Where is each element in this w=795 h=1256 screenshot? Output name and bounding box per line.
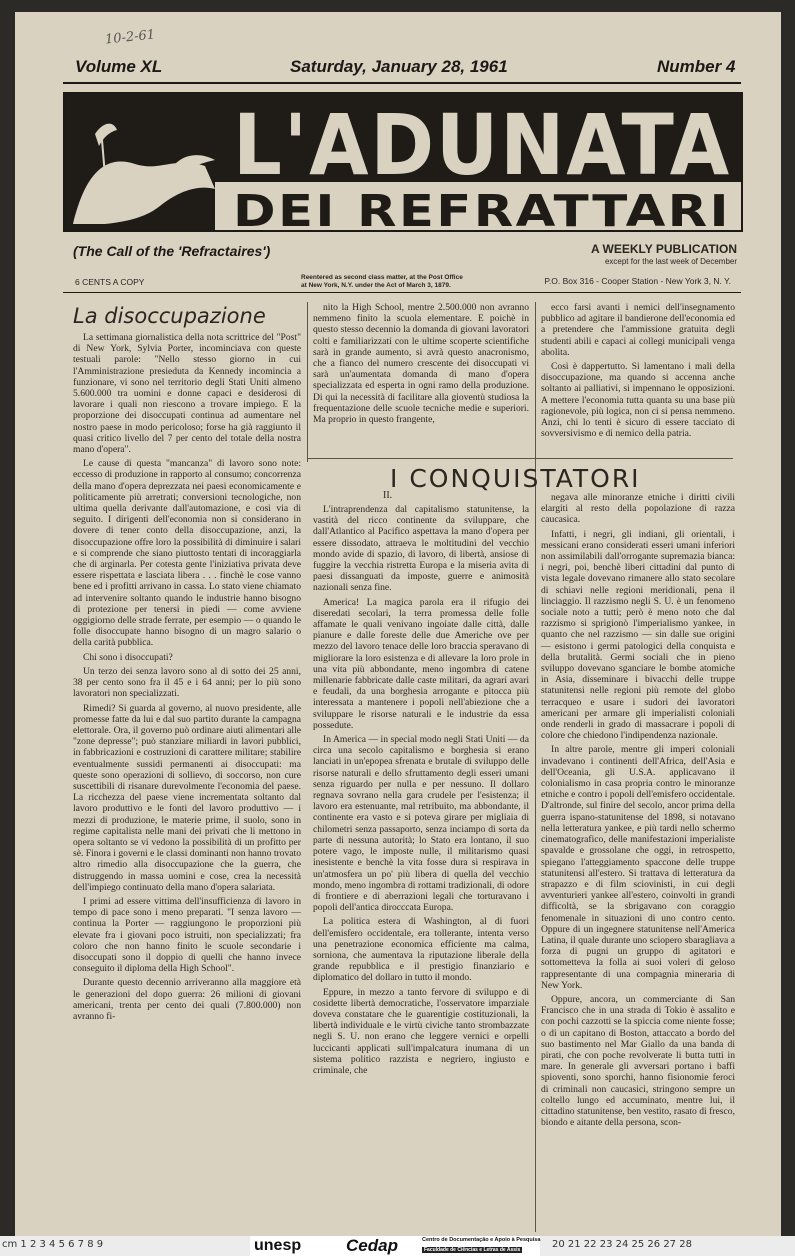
paragraph: Le cause di questa "mancanza" di lavoro sono note: eccesso di produzione in rapporto al consumo; concorrenza della mano d'opera deprezzata nei paesi economicamente e politicamente più arretrati; conversioni tecnologiche, non ultima quella derivante dall'automazione, e così via di seguito. I dirigenti dell'economia non si considerano in dovere di tener conto della disoccupazione, anzi, la disoccupazione offre loro la possibilità di diminuire i salari e si comprende che siano piuttosto tentati di incoraggiarla che di arginarla. Per cotesta gente l'iniziativa privata deve essere rispettata e lasciata libera . . . finchè le cose vanno bene ed i profitti arrivano in cassa. Lo stato viene chiamato ad intervenire soltanto quando le industrie hanno bisogno di protezione per tenersi in piedi — come avviene oggigiorno delle strade ferrate, per esempio — o quando le folle disoccupate hanno bisogno di un magro salario o della carità pubblica. bbox=[73, 458, 301, 649]
paragraph: La settimana giornalistica della nota scrittrice del "Post" di New York, Sylvia Porter, incominciava con queste testuali parole: "Nello stesso giorno in cui l'Amministrazione presieduta da Kennedy incomincia a funzionare, vi sono nel territorio degli Stati Uniti almeno 5.600.000 tra uomini e donne capaci e desiderosi di lavorare i quali non riescono a trovare impiego. E la proporzione dei disoccupati continua ad aumentare nel nostro paese in modo pericoloso; forse ha già raggiunto il quasi critico livello del 7 per cento del totale della nostra mano d'opera". bbox=[73, 332, 301, 456]
section-number: II. bbox=[383, 490, 393, 501]
scale-ruler bbox=[0, 1236, 795, 1256]
masthead-title-1: L'ADUNATA bbox=[233, 96, 731, 194]
paragraph: L'intraprendenza dal capitalismo statunitense, la vastità del ricco continente da sviluppare, che dall'Atlantico al Pacifico aspettava la mano d'opera per essere dissodato, attraeva le moltitudini del vecchio mondo avide di spazio, di lavoro, di libertà, ansiose di fuggire la vecchia ristretta Europa e la miseria avita di paesi dissanguati da imposte, guerre e animosità nazionali senza fine. bbox=[313, 504, 529, 594]
masthead-title-2: DEI REFRATTARI bbox=[233, 186, 731, 230]
issue-number: Number 4 bbox=[657, 57, 736, 76]
paragraph: Eppure, in mezzo a tanto fervore di sviluppo e di cosidette libertà democratiche, l'osservatore imparziale doveva constatare che le guarentigie costituzionali, la libertà individuale e le virtù civiche tanto strombazzate negli S. U. non erano che leggere vernici e orpelli luccicanti applicati sull'impalcatura inumana di un sistema politico razzista e negriero, ingiusto e criminale, che bbox=[313, 986, 529, 1076]
cedap-logo bbox=[250, 1236, 540, 1256]
paragraph: Un terzo dei senza lavoro sono al di sotto dei 25 anni, 38 per cento sono fra il 45 e i 64 anni; per lo più sono lavoratori non specializzati. bbox=[73, 665, 301, 700]
paragraph: In America — in special modo negli Stati Uniti — da circa una secolo capitalismo e borghesia si erano lanciati in un'epopea sfrenata e brutale di sviluppo delle risorse naturali e dello sfruttamento degli esseri umani senza riguardo per nulla e per nessuno. Il dollaro regnava sovrano nella gara crudele per l'esistenza; il lavoro era estenuante, mal retribuito, ma abbondante, il continente era vasto e si poteva girare per migliaia di chilometri senza passaporto, senza inciampo di sorta da parte di nessuna autorità; lo Stato era lontano, il suo potere vago, le imposte nulle, il militarismo quasi inesistente e benchè la vita fosse dura si respirava in un'atmosfera un po' più libera di quella del vecchio mondo, meno ingombra di rottami tradizionali, di odore di frontiere e di aberrazioni legali che torturavano i popoli dell'antica dirocccata Europa. bbox=[313, 734, 529, 914]
column-divider bbox=[535, 302, 536, 1232]
tagline: (The Call of the 'Refractaires') bbox=[73, 243, 271, 259]
paragraph: La politica estera di Washington, al di fuori dell'emisfero occidentale, era tollerante, intenta verso una penetrazione economica efficiente ma calma, sorniona, che aumentava la riputazione liberale della grande repubblica e il prestigio finanziario e diplomatico del dollaro in tutto il mondo. bbox=[313, 916, 529, 984]
header-rule bbox=[63, 82, 741, 84]
column-divider bbox=[307, 302, 308, 462]
except-note: except for the last week of December bbox=[604, 257, 737, 266]
weekly-label: A WEEKLY PUBLICATION bbox=[590, 242, 737, 256]
newspaper-page bbox=[15, 12, 781, 1236]
volume-label: Volume XL bbox=[75, 57, 163, 76]
paragraph: Rimedi? Si guarda al governo, al nuovo presidente, alle promesse fatte da lui e dal suo partito durante la campagna elettorale. Ora, il governo può ordinare aiuti alimentari alle "zone depresse"; può stanziare miliardi in lavori pubblici, in fabbricazioni e costruzioni di carattere militare; stabilire eventualmente sussidi permanenti ai disoccupati: ma queste sono operazioni di sollievo, di soccorso, non cure suscettibili di risanare durevolmente l'economia del paese. La ricchezza del paese viene incrementata soltanto dal lavoro produttivo e le fonti del lavoro produttivo — i mezzi di produzione, le materie prime, il suolo, sono in regime capitalista nelle mani dei privati che li mettono in opera soltanto se vi vedono la possibilità di un profitto per sè. Finora i governi e le classi dominanti non hanno trovato altro rimedio alla disoccupazione che la guerra, che distruggendo in massa uomini e cose, crea la necessità dell'impiego continuato della mano d'opera salariata. bbox=[73, 702, 301, 893]
paragraph: Così è dappertutto. Si lamentano i mali della disoccupazione, ma quando si accenna anche soltanto ai palliativi, si impennano le opposizioni. A mettere l'economia tutta quanta su una base più ragionevole, più logica, non ci si pensa nemmeno. Anzi, chi lo tenti è sicuro di essere tacciato di sovversivismo e di nemico della patria. bbox=[541, 361, 735, 440]
paragraph: America! La magica parola era il rifugio dei diseredati secolari, la terra promessa delle folle affamate le quali venivano ingoiate dalle città, dalle pianure e dalle foreste delle due Americhe ove per mezzo del lavoro tenace delle loro braccia speravano di migliorare la loro esistenza e di allevare la loro prole in una vita più abbondante, meno ingombra di catene millenarie fabbricate dalle caste militari, da agrari avari e feudali, da una borghesia arrogante e pitocca più interessata a mantenere i popoli nell'abiezione che a sviluppare le risorse naturali e le industrie da essa possedute. bbox=[313, 596, 529, 731]
article1-column-1 bbox=[73, 332, 301, 1232]
masthead-banner bbox=[63, 92, 743, 232]
price-label: 6 CENTS A COPY bbox=[75, 277, 145, 287]
article2-column-2 bbox=[313, 504, 529, 1232]
article1-column-3 bbox=[541, 302, 735, 452]
paragraph: Durante questo decennio arriveranno alla maggiore età le generazioni del dopo guerra: 26 milioni di giovani americani, trenta per cento dei quali (7.800.000) non avranno fi- bbox=[73, 977, 301, 1022]
paragraph: Chi sono i disoccupati? bbox=[83, 651, 173, 663]
article-title-disoccupazione: La disoccupazione bbox=[73, 304, 266, 328]
ruler-scale-left: cm 1 2 3 4 5 6 7 8 9 bbox=[2, 1239, 104, 1250]
article1-column-2 bbox=[313, 302, 529, 452]
paragraph: nito la High School, mentre 2.500.000 non avranno nemmeno finito la scuola elementare. E poichè in questo stesso decennio la domanda di giovani lavoratori colti e familiarizzati con le ultime scoperte scientifiche sarà in grande aumento, si avrà questo anacronismo, che a fianco del numero crescente dei disoccupati vi sarà un'aumentata domanda di mano d'opera specializzata ed esperta in ogni ramo della produzione. Di qui la necessità di facilitare alla gioventù studiosa la frequentazione delle scuole tecniche medie e superiori. Ma proprio in questo frangente, bbox=[313, 302, 529, 426]
header-bottom-rule bbox=[63, 292, 741, 293]
section-rule bbox=[307, 458, 733, 459]
article2-column-3 bbox=[541, 492, 735, 1232]
cedap-faculty: Faculdade de Ciências e Letras de Assis bbox=[424, 1247, 521, 1253]
ruler-scale-right: 20 21 22 23 24 25 26 27 28 bbox=[552, 1239, 692, 1250]
masthead-logo bbox=[65, 94, 741, 230]
paragraph: negava alle minoranze etniche i diritti civili elargiti al resto della popolazione di razza caucasica. bbox=[541, 492, 735, 526]
paragraph: In altre parole, mentre gli imperi coloniali invadevano i continenti dell'Africa, dell'Asia e dell'Oceania, gli U.S.A. applicavano il colonialismo in casa propria contro le minoranze etniche e contro i popoli dell'emisfero occidentale. D'altronde, sul finire del secolo, ancor prima della guerra ispano-statunitense del 1898, si notavano nella letteratura yankee, e più tardi nello schermo cinematografico, delle manifestazioni imperialiste spavalde e grossolane che oggi, in retrospetto, spiegano l'atteggiamento spaccone delle truppe statunitensi all'estero. Si trattava di letteratura da strapazzo e di film sciovinisti, in cui degli avventurieri yankee all'estero, coinvolti in grandi difficoltà, se la sbrigavano con coraggio fenomenale in situazioni di uno contro cento. Oppure di un ingegnere statunitense nell'America Latina, il quale durante uno sciopero sbaragliava a forza di pugni un gruppo di agitatori e sottometteva la folla ai suoi voleri di geloso rappresentante di una compagnia mineraria di New York. bbox=[541, 744, 735, 991]
postal-note-1: Reentered as second class matter, at the Post Office bbox=[301, 274, 463, 281]
paragraph: ecco farsi avanti i nemici dell'insegnamento pubblico ad agitare il bandierone dell'economia ed a pretendere che l'ammissione gratuita degli studenti abili e capaci ai collegi municipali venga abolita. bbox=[541, 302, 735, 358]
paragraph: I primi ad essere vittima dell'insufficienza di lavoro in tempo di pace sono i meno preparati. "I senza lavoro — continua la Porter — raggiungono le proporzioni più elevate fra i giovani poco istruiti, non specializzati; fra coloro che non hanno finito le scuole secondarie i disoccupati sono il doppio di quelli che hanno invece conseguito il diploma della High School". bbox=[73, 895, 301, 975]
po-box: P.O. Box 316 - Cooper Station - New York 3, N. Y. bbox=[544, 276, 731, 286]
postal-note-2: at New York, N.Y. under the Act of March 3, 1879. bbox=[301, 282, 451, 289]
unesp-brand: unesp bbox=[254, 1237, 302, 1254]
paragraph: Oppure, ancora, un commerciante di San Francisco che in una strada di Tokio è assalito e con pochi cazzotti se la spiccia come niente fosse; o di un capitano di Boston, attaccato a bordo del suo bastimento nel Mar Giallo da una banda di pirati, che con poche revolverate li butta tutti in mare. In generale gli avversari portano i baffi spioventi, sono sporchi, hanno fisionomie feroci di criminali non caucasici, stringono sempre un coltello lungo ed accuminato, mentre lui, il cittadino statunitense, ben vestito, rasato di fresco, biondo e aitante della persona, scon- bbox=[541, 993, 735, 1129]
cedap-brand: Cedap bbox=[346, 1236, 398, 1255]
article-title-conquistatori: I CONQUISTATORI bbox=[390, 464, 641, 493]
handwritten-note: 10-2-61 bbox=[104, 27, 156, 48]
paragraph: Infatti, i negri, gli indiani, gli orientali, i messicani erano considerati esseri umani inferiori non assimilabili dall'orrogante supremazia bianca: i negri, poi, benchè liberi cittadini dal punto di vista legale dovevano rimanere allo stato secolare di schiavi nelle regioni meridionali, pena il linciaggio. Il razzismo negli S. U. è un fenomeno sociale noto a tutti; però è meno noto che dal razzismo si sprigionò l'imperialismo yankee, in quanto che nel razzismo — sin dalle sue origini — esistono i germi patologici della conquista e della brutalità. Germi sociali che in pieno sviluppo dovevano sganciare le bombe atomiche in Asia, disseminare i bivacchi delle truppe statunitensi nelle regioni più remote del globo terracqueo e usare i sudori dei lavoratori americani per armare gli imperialisti coloniali onde renderli in grado di massacrare i popoli di colore che chiedono l'indipendenza nazionale. bbox=[541, 528, 735, 742]
issue-date: Saturday, January 28, 1961 bbox=[290, 57, 508, 76]
cedap-org: Centro de Documentação e Apoio à Pesquisa bbox=[422, 1237, 541, 1243]
